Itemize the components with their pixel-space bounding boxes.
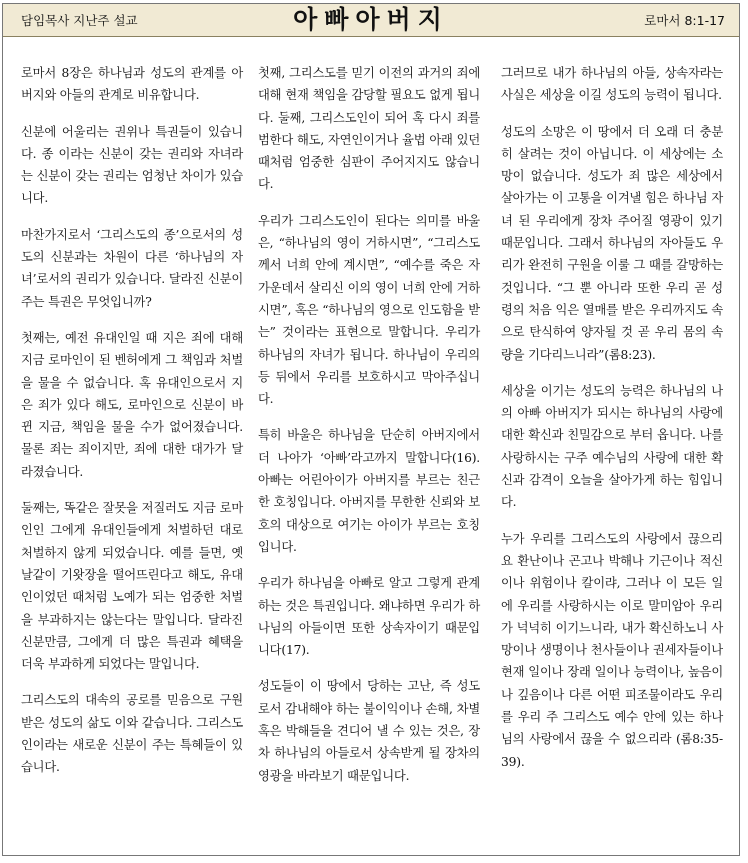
paragraph: 세상을 이기는 성도의 능력은 하나님의 나의 아빠 아버지가 되시는 하나님의 사랑에 대한 확신과 친밀감으로 부터 옵니다. 나를 사랑하시는 구주 예수님의 사랑에 대한 확신과 감격이 오늘을 살아가게 하는 힘입니다.: [501, 383, 723, 510]
paragraph: 첫째, 그리스도를 믿기 이전의 과거의 죄에 대해 현재 책임을 감당할 필요도 없게 됩니다. 둘째, 그리스도인이 되어 혹 다시 죄를 범한다 해도, 자연인이거나 율법 아래 있던 때처럼 엄중한 심판이 주어지지도 않습니다.: [258, 66, 480, 192]
scripture-reference: 로마서 8:1-17: [644, 13, 725, 28]
paragraph: 첫째는, 예전 유대인일 때 지은 죄에 대해 지금 로마인이 된 벤허에게 그 책임과 처벌을 물을 수 없습니다. 혹 유대인으로서 지은 죄가 있다 해도, 로마인으로 신분이 바뀐 지금, 책임을 물을 수가 없어졌습니다. 물론 죄는 죄이지만, 죄에 대한 대가가 달라졌습니다.: [21, 330, 243, 479]
column-1: [21, 62, 243, 793]
paragraph: 우리가 그리스도인이 된다는 의미를 바울은, “하나님의 영이 거하시면”, “그리스도께서 너희 안에 계시면”, “예수를 죽은 자 가운데서 살리신 이의 영이 너희 안에 거하시면”, 혹은 “하나님의 영으로 인도함을 받는” 것이라는 표현으로 말합니다. 우리가 하나님의 자녀가 됩니다. 하나님이 우리의 등 뒤에서 우리를 보호하시고 막아주십니다.: [258, 213, 480, 407]
header-bar: [3, 4, 739, 37]
sermon-category: 담임목사 지난주 설교: [21, 13, 138, 28]
paragraph: 특히 바울은 하나님을 단순히 아버지에서 더 나아가 ‘아빠’라고까지 말합니다(16). 아빠는 어린아이가 아버지를 부르는 친근한 호칭입니다. 아버지를 무한한 신뢰와 보호의 대상으로 여기는 아이가 부르는 호칭입니다.: [258, 428, 480, 554]
paragraph: 둘째는, 똑같은 잘못을 저질러도 지금 로마인인 그에게 유대인들에게 처벌하던 대로 처벌하지 않게 되었습니다. 예를 들면, 옛날같이 기왓장을 떨어뜨린다고 해도, 유대인이었던 때처럼 노예가 되는 엄중한 처벌을 부과하지는 않는다는 말입니다. 달라진 신분만큼, 그에게 더 많은 특권과 혜택을 더욱 부과하게 되었다는 말입니다.: [21, 501, 243, 672]
paragraph: 로마서 8장은 하나님과 성도의 관계를 아버지와 아들의 관계로 비유합니다.: [21, 66, 243, 103]
paragraph: 그러므로 내가 하나님의 아들, 상속자라는 사실은 세상을 이길 성도의 능력이 됩니다.: [501, 66, 723, 103]
sermon-page: [2, 3, 740, 856]
sermon-title: 아빠아버지: [293, 5, 449, 34]
paragraph: 마찬가지로서 ‘그리스도의 종’으로서의 성도의 신분과는 차원이 다른 ‘하나님의 자녀’로서의 권리가 있습니다. 달라진 신분이 주는 특권은 무엇입니까?: [21, 227, 243, 309]
column-2: [258, 62, 480, 801]
paragraph: 성도들이 이 땅에서 당하는 고난, 즉 성도로서 감내해야 하는 불이익이나 손해, 차별 혹은 박해들을 견디어 낼 수 있는 것은, 장차 하나님의 아들로서 상속받게 될 장차의 영광을 바라보기 때문입니다.: [258, 679, 480, 783]
paragraph: 그리스도의 대속의 공로를 믿음으로 구원받은 성도의 삶도 이와 같습니다. 그리스도인이라는 새로운 신분이 주는 특혜들이 있습니다.: [21, 693, 243, 775]
paragraph: 신분에 어울리는 권위나 특권들이 있습니다. 종 이라는 신분이 갖는 권리와 자녀라는 신분이 갖는 권리는 엄청난 차이가 있습니다.: [21, 124, 243, 206]
column-3: [501, 62, 723, 787]
paragraph: 성도의 소망은 이 땅에서 더 오래 더 충분히 살려는 것이 아닙니다. 이 세상에는 소망이 없습니다. 성도가 죄 많은 세상에서 살아가는 이 고통을 이겨낼 힘은 하나님 자녀 된 우리에게 장차 주어질 영광이 있기 때문입니다. 그래서 하나님의 자아들도 우리가 완전히 구원을 이룰 그 때를 갈망하는 것입니다. “그 뿐 아니라 또한 우리 곧 성령의 처음 익은 열매를 받은 우리까지도 속으로 탄식하여 양자될 것 곧 우리 몸의 속량을 기다리느니라”(롬8:23).: [501, 124, 723, 362]
paragraph: 우리가 하나님을 아빠로 알고 그렇게 관계하는 것은 특권입니다. 왜냐하면 우리가 하나님의 아들이면 또한 상속자이기 때문입니다(17).: [258, 576, 480, 658]
paragraph: 누가 우리를 그리스도의 사랑에서 끊으리요 환난이나 곤고나 박해나 기근이나 적신이나 위험이나 칼이랴, 그러나 이 모든 일에 우리를 사랑하시는 이로 말미암아 우리가 넉넉히 이기느니라, 내가 확신하노니 사망이나 생명이나 천사들이나 권세자들이나 현재 일이나 장래 일이나 능력이나, 높음이나 깊음이나 다른 어떤 피조물이라도 우리를 우리 주 그리스도 예수 안에 있는 하나님의 사랑에서 끊을 수 없으리라 (롬8:35-39).: [501, 531, 723, 769]
